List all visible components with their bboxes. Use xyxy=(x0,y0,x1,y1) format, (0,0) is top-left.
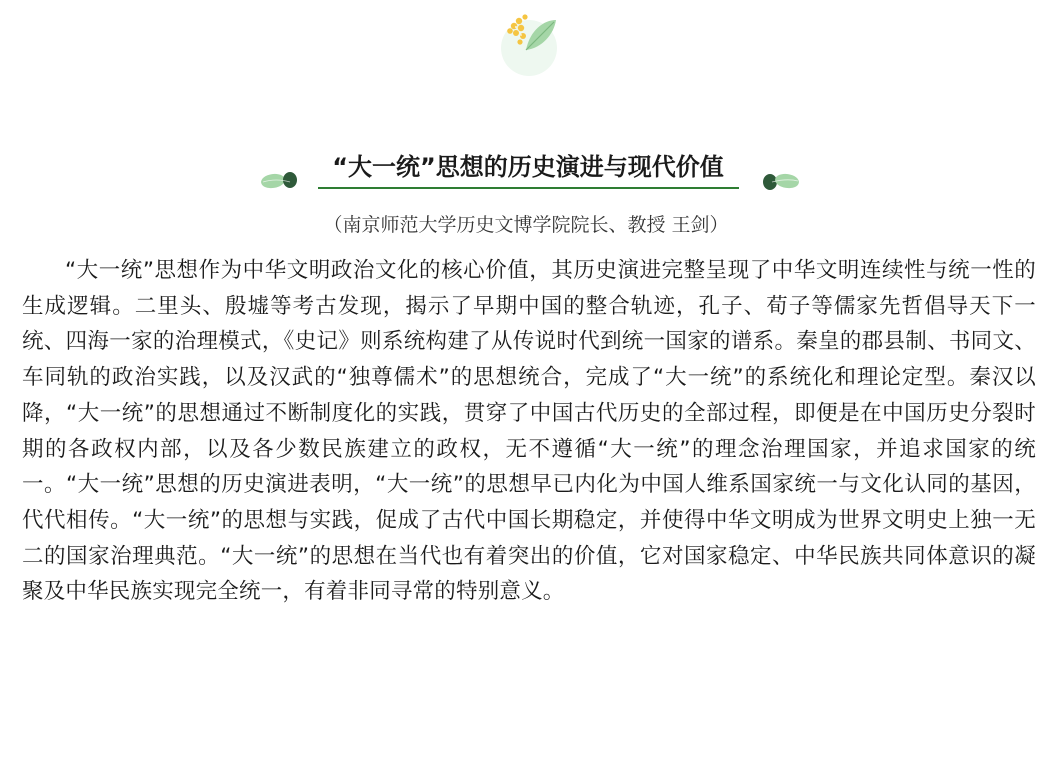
title-block xyxy=(0,146,1052,196)
leaf-icon xyxy=(756,170,802,192)
article-paragraph: “大一统”思想作为中华文明政治文化的核心价值，其历史演进完整呈现了中华文明连续性与统一性的生成逻辑。二里头、殷墟等考古发现，揭示了早期中国的整合轨迹，孔子、荀子等儒家先哲倡导天下一统、四海一家的治理模式，《史记》则系统构建了从传说时代到统一国家的谱系。秦皇的郡县制、书同文、车同轨的政治实践，以及汉武的“独尊儒术”的思想统合，完成了“大一统”的系统化和理论定型。秦汉以降，“大一统”的思想通过不断制度化的实践，贯穿了中国古代历史的全部过程，即便是在中国历史分裂时期的各政权内部，以及各少数民族建立的政权，无不遵循“大一统”的理念治理国家，并追求国家的统一。“大一统”思想的历史演进表明，“大一统”的思想早已内化为中国人维系国家统一与文化认同的基因，代代相传。“大一统”的思想与实践，促成了古代中国长期稳定，并使得中华文明成为世界文明史上独一无二的国家治理典范。“大一统”的思想在当代也有着突出的价值，它对国家稳定、中华民族共同体意识的凝聚及中华民族实现完全统一，有着非同寻常的特别意义。 xyxy=(22,258,1037,605)
article-title: “大一统”思想的历史演进与现代价值 xyxy=(332,153,724,181)
flower-leaf-ornament-icon xyxy=(496,6,562,78)
title-underline xyxy=(318,187,739,189)
author-byline: （南京师范大学历史文博学院院长、教授 王剑） xyxy=(323,214,729,236)
leaf-icon xyxy=(259,170,305,192)
